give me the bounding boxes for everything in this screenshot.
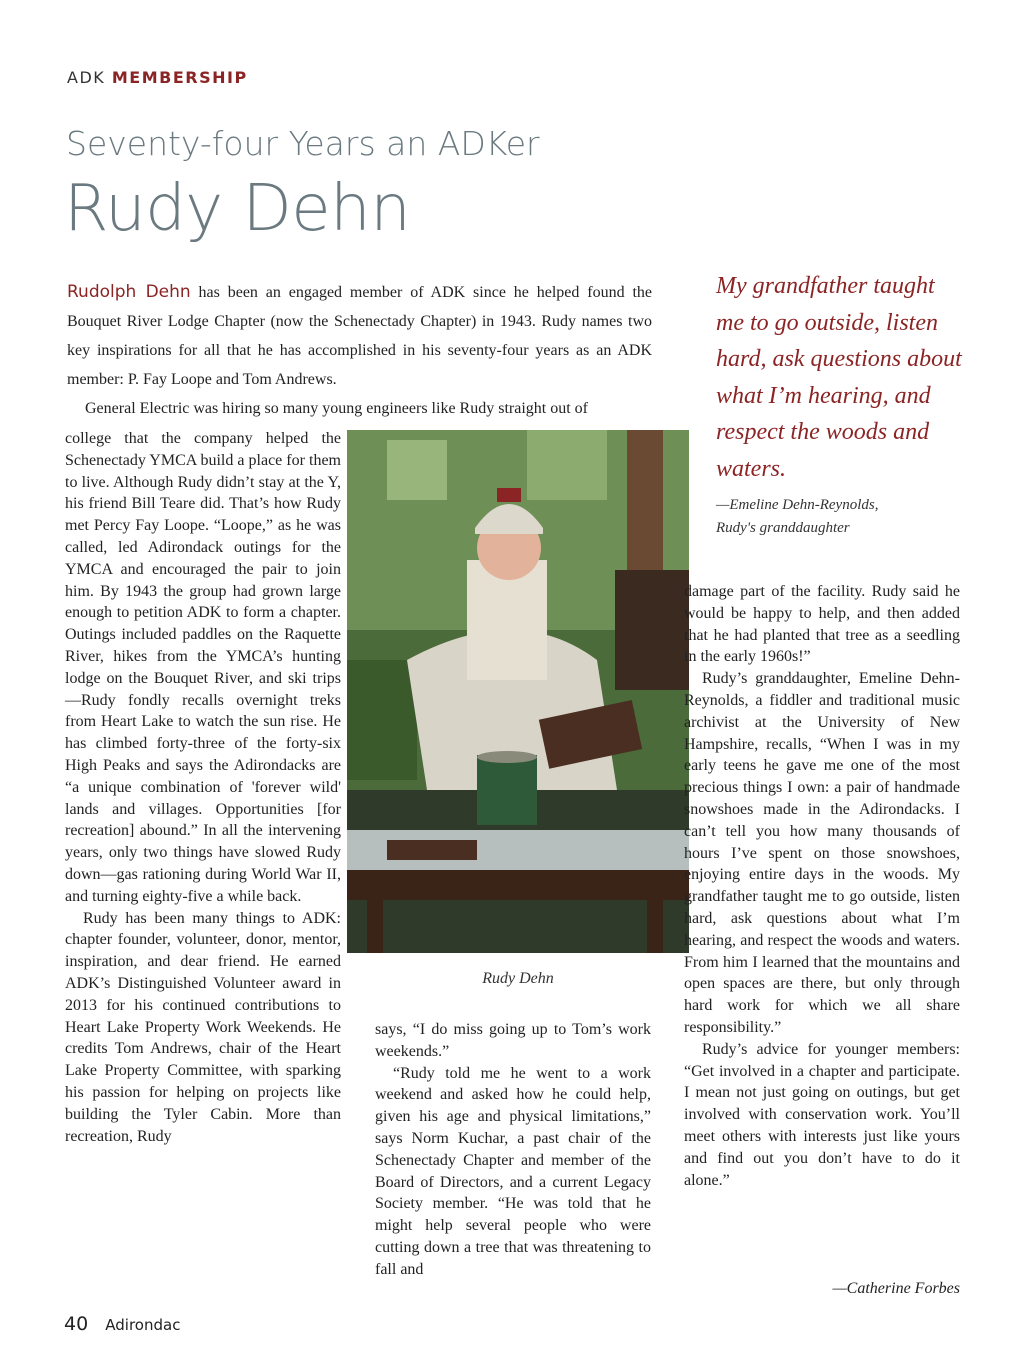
section-prefix: ADK xyxy=(67,68,106,87)
column-2-paragraph-1: says, “I do miss going up to Tom’s work weekends.” xyxy=(375,1021,651,1060)
author-signature: —Catherine Forbes xyxy=(832,1280,960,1297)
column-3-paragraph-1: damage part of the facility. Rudy said he would be happy to help, and then added that he had planted that tree as a seedling in the early 1960s!” xyxy=(684,583,960,666)
pull-quote-attribution-line-2: Rudy's granddaughter xyxy=(716,520,850,536)
pull-quote-attribution-line-1: —Emeline Dehn-Reynolds, xyxy=(716,497,879,513)
magazine-name: Adirondac xyxy=(105,1316,181,1334)
section-label xyxy=(67,68,248,87)
lead-text xyxy=(67,278,652,423)
article-title: Rudy Dehn xyxy=(64,172,411,246)
column-1-paragraph-1: college that the company helped the Schenectady YMCA build a place for them to live. Although Rudy didn’t stay at the Y, his friend Bill Teare did. That’s how Rudy met Percy Fay Loope. “Loope,” as he was called, led Adirondack outings for the YMCA and encouraged the pair to join him. By 1943 the group had grown large enough to petition ADK to form a chapter. Outings included paddles on the Raquette River, hikes from the YMCA’s hunting lodge on the Bouquet River, and ski trips—Rudy fondly recalls overnight treks from Heart Lake to watch the sun rise. He has climbed forty-three of the forty-six High Peaks and says the Adirondacks are “a unique combination of 'forever wild' lands and villages. Opportunities [for recreation] abound.” In all the intervening years, only two things have slowed Rudy down—gas rationing during World War II, and turning eighty-five a while back. xyxy=(65,430,341,905)
lead-paragraph xyxy=(67,278,652,394)
lead-name: Rudolph Dehn xyxy=(67,282,191,302)
page-number: 40 xyxy=(64,1313,89,1335)
column-3-paragraph-3: Rudy’s advice for younger members: “Get involved in a chapter and participate. I mean not just going on outings, but get involved with conservation work. You’ll meet others with interests just like yours and find out you don’t have to do it alone.” xyxy=(684,1040,960,1189)
column-3 xyxy=(684,581,960,1191)
pull-quote: My grandfather taught me to go outside, listen hard, ask questions about what I’m hearing, and respect the woods and waters. xyxy=(716,273,962,482)
lead-paragraph-2: General Electric was hiring so many young engineers like Rudy straight out of xyxy=(85,400,588,417)
lead-paragraph-body: has been an engaged member of ADK since he helped found the Bouquet River Lodge Chapter (now the Schenectady Chapter) in 1943. Rudy names two key inspirations for all that he has accomplished in his seventy-four years as an ADK member: P. Fay Loope and Tom Andrews. xyxy=(67,284,652,388)
column-1-paragraph-2: Rudy has been many things to ADK: chapter founder, volunteer, donor, mentor, inspiration, and dear friend. He earned ADK’s Distinguished Volunteer award in 2013 for his continued contributions to Heart Lake Property Work Weekends. He credits Tom Andrews, chair of the Heart Lake Property Committee, with sparking his passion for helping on projects like building the Tyler Cabin. More than recreation, Rudy xyxy=(65,909,341,1145)
article-photo xyxy=(347,430,689,953)
column-3-paragraph-2: Rudy’s granddaughter, Emeline Dehn-Reynolds, a fiddler and traditional music archivist at the University of New Hampshire, recalls, “When I was in my early teens he gave me one of the most precious things I own: a pair of handmade snowshoes made in the Adirondacks. I can’t tell you how many thousands of hours I’ve spent on those snowshoes, enjoying entire days in the woods. My grandfather taught me to go outside, listen hard, ask questions about what I’m hearing, and respect the woods and waters. From him I learned that the mountains and open spaces are there, but only through hard work for which we all share responsibility.” xyxy=(684,670,960,1036)
page-footer xyxy=(64,1313,180,1335)
column-2 xyxy=(375,1019,651,1281)
column-1 xyxy=(65,428,341,1147)
pull-quote-attribution xyxy=(716,494,966,540)
section-name: MEMBERSHIP xyxy=(111,68,248,87)
article-subtitle: Seventy-four Years an ADKer xyxy=(66,124,540,163)
photo-caption: Rudy Dehn xyxy=(482,970,554,987)
column-2-paragraph-2: “Rudy told me he went to a work weekend and asked how he could help, given his age and physical limitations,” says Norm Kuchar, a past chair of the Schenectady Chapter and member of the Board of Directors, and a current Legacy Society member. “He was told that he might help several people who were cutting down a tree that was threatening to fall and xyxy=(375,1064,651,1278)
